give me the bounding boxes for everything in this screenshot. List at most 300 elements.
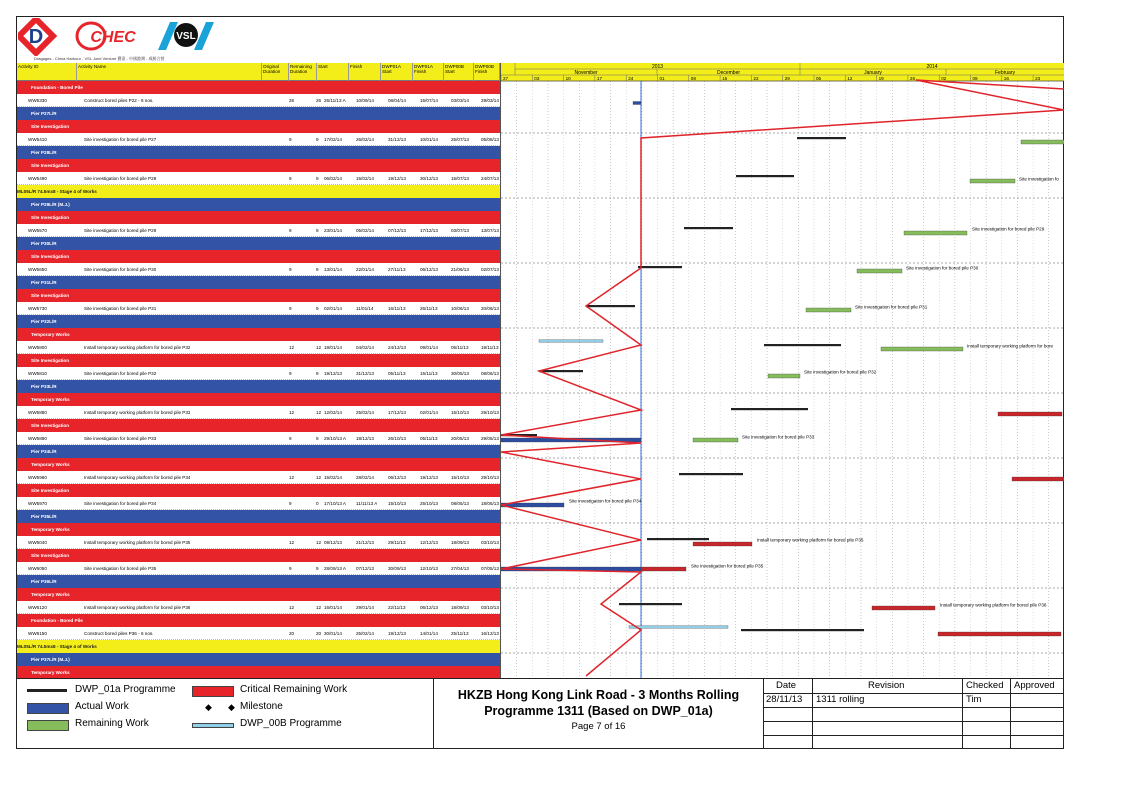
activity-s1: 05/11/13 — [388, 371, 406, 376]
legend-milestone-label: Milestone — [240, 701, 283, 712]
activity-f1: 06/12/13 — [420, 267, 438, 272]
wbs-group-label: Temporary Works — [31, 397, 70, 402]
activity-s1: 08/04/14 — [388, 98, 406, 103]
activity-s2: 08/05/13 — [451, 501, 469, 506]
bar-label: Install temporary working platform for bored pile P36 — [940, 602, 1047, 608]
activity-id: WW6040 — [28, 540, 47, 545]
column-header: DWP01A Start — [381, 63, 413, 81]
week-label: 16 — [1003, 76, 1009, 81]
activity-f1: 09/01/14 — [420, 345, 438, 350]
activity-s2: 25/11/13 — [451, 631, 469, 636]
activity-name: Site investigation for bored pile P27 — [84, 137, 157, 142]
activity-finish: 10/09/14 — [356, 98, 374, 103]
activity-f1: 05/11/13 — [420, 436, 438, 441]
rev-header-date: Date — [776, 680, 797, 691]
activity-f1: 30/12/13 — [420, 176, 438, 181]
week-label: 24 — [628, 76, 634, 81]
activity-f1: 10/01/14 — [420, 137, 438, 142]
activity-id: WW5490 — [28, 176, 47, 181]
activity-f1: 19/12/13 — [420, 475, 438, 480]
legend-actual-swatch — [27, 703, 69, 714]
activity-f2: 29/10/13 — [481, 410, 499, 415]
activity-id: WW5810 — [28, 371, 47, 376]
legend-critical-label: Critical Remaining Work — [240, 684, 348, 695]
bar-label: Install temporary working platform for bored pile P35 — [757, 537, 864, 543]
dragages-logo — [18, 18, 57, 56]
wbs-group-row[interactable] — [17, 354, 500, 367]
wbs-group-row[interactable] — [17, 523, 500, 536]
activity-start: 02/01/14 — [324, 306, 342, 311]
rev-date: 28/11/13 — [766, 694, 803, 705]
week-label: 23 — [1035, 76, 1041, 81]
activity-finish: 22/01/14 — [356, 267, 374, 272]
activity-row[interactable] — [17, 172, 500, 185]
wbs-group-row[interactable] — [17, 510, 500, 523]
activity-id: WW6150 — [28, 631, 47, 636]
activity-od: 26 — [289, 98, 295, 103]
activity-row[interactable] — [17, 341, 500, 354]
wbs-group-row[interactable] — [17, 380, 500, 393]
activity-s2: 25/07/13 — [451, 137, 469, 142]
activity-s1: 19/12/13 — [388, 631, 406, 636]
dwp01a-bar — [638, 266, 682, 268]
rev-vline-3 — [1010, 679, 1011, 749]
page-number: Page 7 of 16 — [571, 721, 626, 732]
activity-name: Site investigation for bored pile P33 — [84, 436, 157, 441]
bar-label: Site investigation for bored pile P35 — [691, 563, 764, 569]
week-label: 02 — [941, 76, 947, 81]
wbs-group-label: Pier P31L/R — [31, 280, 57, 285]
activity-s2: 03/03/14 — [451, 98, 469, 103]
activity-rd: 9 — [316, 371, 319, 376]
activity-finish: 21/12/13 — [356, 540, 374, 545]
dwp00b-bar — [629, 626, 728, 629]
activity-od: 12 — [289, 475, 295, 480]
year-label: 2013 — [651, 64, 664, 70]
activity-f1: 25/10/13 — [420, 501, 438, 506]
activity-od: 9 — [289, 501, 292, 506]
title-block — [434, 678, 764, 748]
activity-rd: 12 — [316, 410, 322, 415]
critical-bar — [641, 567, 686, 571]
remaining-bar — [768, 374, 800, 378]
wbs-group-row[interactable] — [17, 419, 500, 432]
activity-rd: 12 — [316, 345, 322, 350]
activity-s1: 22/11/13 — [388, 605, 406, 610]
activity-finish: 31/12/13 — [356, 371, 374, 376]
milestone-icon-2: ◆ — [228, 702, 235, 712]
activity-finish: 04/02/14 — [356, 345, 374, 350]
activity-od: 20 — [289, 631, 295, 636]
activity-s2: 10/06/13 — [451, 306, 469, 311]
activity-finish: 25/02/14 — [356, 631, 374, 636]
wbs-group-label: Temporary Works — [31, 332, 70, 337]
wbs-group-row[interactable] — [17, 237, 500, 250]
activity-start: 23/01/14 — [324, 228, 342, 233]
bar-label: Install temporary working platform for bore — [967, 343, 1054, 349]
bar-label: Site investigation for bored pile P31 — [855, 304, 928, 310]
activity-s1: 07/12/13 — [388, 228, 406, 233]
legend-remaining-label: Remaining Work — [75, 718, 149, 729]
remaining-bar — [881, 347, 963, 351]
wbs-group-row[interactable] — [17, 458, 500, 471]
activity-rd: 9 — [316, 176, 319, 181]
svg-text:D: D — [28, 26, 44, 48]
remaining-bar — [970, 179, 1015, 183]
activity-f2: 07/05/13 — [481, 566, 499, 571]
activity-s2: 05/11/13 — [451, 345, 469, 350]
activity-name: Site investigation for bored pile P32 — [84, 371, 157, 376]
activity-rd: 12 — [316, 475, 322, 480]
wbs-group-row[interactable] — [17, 484, 500, 497]
activity-f2: 20/06/13 — [481, 306, 499, 311]
activity-name: Site investigation for bored pile P31 — [84, 306, 157, 311]
wbs-group-row[interactable] — [17, 653, 500, 666]
activity-f2: 13/07/13 — [481, 228, 499, 233]
wbs-group-label: Pier P36L/R — [31, 579, 57, 584]
wbs-group-row[interactable] — [17, 328, 500, 341]
activity-row[interactable] — [17, 133, 500, 146]
rev-checked: Tim — [966, 694, 982, 705]
activity-f2: 29/10/13 — [481, 475, 499, 480]
legend-critical-swatch — [192, 686, 234, 697]
wbs-group-row[interactable] — [17, 393, 500, 406]
wbs-group-row[interactable] — [17, 640, 500, 653]
remaining-bar — [693, 438, 738, 442]
column-header: Finish — [349, 63, 381, 81]
wbs-group-label: Pier P29L/R (M.J.) — [31, 202, 70, 207]
rev-header-checked: Checked — [966, 680, 1004, 691]
activity-name: Site investigation for bored pile P29 — [84, 228, 157, 233]
activity-od: 9 — [289, 137, 292, 142]
month-label: January — [864, 70, 882, 76]
column-header: Remaining Duration — [289, 63, 317, 81]
bar-label: Site investigation for bored pile P34 — [569, 498, 642, 504]
activity-name: Site investigation for bored pile P35 — [84, 566, 157, 571]
week-label: 19 — [878, 76, 884, 81]
activity-row[interactable] — [17, 263, 500, 276]
wbs-group-row[interactable] — [17, 315, 500, 328]
activity-name: Construct bored piles P22 - 6 nos. — [84, 98, 154, 103]
activity-f2: 03/10/13 — [481, 605, 499, 610]
activity-s2: 27/04/13 — [451, 566, 469, 571]
week-label: 29 — [784, 76, 790, 81]
activity-finish: 18/12/13 — [356, 436, 374, 441]
week-label: 10 — [565, 76, 571, 81]
activity-id: WW5880 — [28, 410, 47, 415]
activity-row[interactable] — [17, 406, 500, 419]
activity-start: 28/09/13 A — [324, 566, 346, 571]
wbs-group-label: Pier P28L/R — [31, 150, 57, 155]
dwp01a-bar — [679, 473, 743, 475]
activity-f1: 15/07/14 — [420, 98, 438, 103]
bar-label: Site investigation for bored pile P29 — [972, 226, 1045, 232]
vsl-logo — [158, 22, 214, 50]
wbs-group-label: Pier P37L/R (M.J.) — [31, 657, 70, 662]
activity-row[interactable] — [17, 536, 500, 549]
remaining-bar — [857, 269, 902, 273]
critical-bar — [693, 542, 752, 546]
activity-id: WW6050 — [28, 566, 47, 571]
activity-finish: 29/01/14 — [356, 605, 374, 610]
bar-label: Site investigation fo — [1019, 176, 1059, 182]
activity-f1: 12/10/13 — [420, 566, 438, 571]
activity-rd: 9 — [316, 137, 319, 142]
activity-s2: 15/10/13 — [451, 475, 469, 480]
dwp00b-bar — [539, 340, 603, 343]
activity-rd: 26 — [316, 98, 322, 103]
dwp01a-bar — [736, 175, 794, 177]
legend — [17, 678, 434, 748]
wbs-group-row[interactable] — [17, 276, 500, 289]
activity-f2: 29/03/14 — [481, 98, 499, 103]
week-label: 26 — [909, 76, 916, 81]
wbs-group-row[interactable] — [17, 81, 500, 94]
activity-rd: 9 — [316, 228, 319, 233]
activity-start: 06/02/14 — [324, 176, 342, 181]
wbs-group-row[interactable] — [17, 120, 500, 133]
wbs-group-row[interactable] — [17, 575, 500, 588]
activity-start: 19/12/13 — [324, 371, 342, 376]
activity-f2: 08/06/13 — [481, 371, 499, 376]
activity-od: 9 — [289, 566, 292, 571]
column-header: DWP01A Finish — [413, 63, 444, 81]
activity-rd: 9 — [316, 436, 319, 441]
wbs-group-label: Pier P32L/R — [31, 319, 57, 324]
activity-s2: 18/09/13 — [451, 605, 469, 610]
activity-od: 9 — [289, 228, 292, 233]
activity-start: 18/01/14 — [324, 345, 342, 350]
wbs-group-row[interactable] — [17, 614, 500, 627]
week-label: 09 — [972, 76, 978, 81]
activity-start: 16/01/14 — [324, 605, 342, 610]
activity-name: Construct bored piles P36 - 6 nos. — [84, 631, 154, 636]
rev-line-4 — [764, 735, 1064, 736]
wbs-group-label: Temporary Works — [31, 462, 70, 467]
dwp01a-bar — [684, 227, 733, 229]
activity-row[interactable] — [17, 432, 500, 445]
wbs-group-label: Temporary Works — [31, 670, 70, 675]
activity-name: Site investigation for bored pile P34 — [84, 501, 157, 506]
activity-s2: 15/10/13 — [451, 410, 469, 415]
critical-bar — [998, 412, 1062, 416]
critical-bar — [872, 606, 935, 610]
dwp01a-bar — [647, 538, 709, 540]
activity-row[interactable] — [17, 302, 500, 315]
week-label: 01 — [659, 76, 665, 81]
activity-row[interactable] — [17, 94, 500, 107]
remaining-bar — [904, 231, 967, 235]
company-logos — [18, 18, 258, 56]
activity-start: 12/02/14 — [324, 410, 342, 415]
activity-name: Install temporary working platform for bored pile P36 — [84, 605, 191, 610]
activity-rd: 0 — [316, 501, 319, 506]
activity-finish: 15/02/14 — [356, 176, 374, 181]
dwp01a-bar — [539, 370, 583, 372]
rev-description: 1311 rolling — [816, 694, 865, 705]
activity-id: WW5800 — [28, 345, 47, 350]
column-header: Original Duration — [262, 63, 289, 81]
activity-f2: 05/08/13 — [481, 137, 499, 142]
activity-od: 9 — [289, 306, 292, 311]
activity-name: Install temporary working platform for bored pile P34 — [84, 475, 191, 480]
activity-row[interactable] — [17, 224, 500, 237]
month-label: February — [994, 70, 1016, 76]
milestone-icon: ◆ — [205, 702, 212, 712]
logo-bar — [18, 18, 258, 56]
activity-row[interactable] — [17, 562, 500, 575]
activity-f1: 02/01/14 — [420, 410, 438, 415]
week-label: 17 — [596, 76, 603, 81]
dwp01a-bar — [797, 137, 846, 139]
activity-s1: 24/12/13 — [388, 345, 406, 350]
legend-dwp00b-swatch — [192, 723, 234, 728]
activity-finish: 26/02/14 — [356, 137, 374, 142]
activity-s1: 30/09/13 — [388, 566, 406, 571]
activity-start: 29/10/13 A — [324, 436, 346, 441]
wbs-group-label: ML05L/R 74.5mx8 - Stage 4 of Works — [17, 644, 97, 649]
activity-rd: 20 — [316, 631, 322, 636]
wbs-group-row[interactable] — [17, 588, 500, 601]
activity-od: 9 — [289, 371, 292, 376]
activity-f1: 14/01/14 — [420, 631, 438, 636]
month-label: December — [716, 70, 741, 76]
actual-bar — [633, 102, 641, 105]
wbs-group-label: Foundation - Bored Pile — [31, 618, 83, 623]
wbs-group-label: Pier P34L/R — [31, 449, 57, 454]
remaining-bar — [806, 308, 851, 312]
wbs-group-label: Site Investigation — [31, 254, 70, 259]
activity-id: WW5960 — [28, 475, 47, 480]
column-header: Start — [317, 63, 349, 81]
activity-name: Install temporary working platform for bored pile P35 — [84, 540, 191, 545]
activity-id: WW5970 — [28, 501, 47, 506]
wbs-group-label: Temporary Works — [31, 592, 70, 597]
activity-s2: 30/05/13 — [451, 371, 469, 376]
activity-f2: 18/05/13 — [481, 501, 499, 506]
rev-vline-1 — [812, 679, 813, 749]
activity-od: 9 — [289, 267, 292, 272]
activity-id: WW5650 — [28, 267, 47, 272]
rev-line-3 — [764, 721, 1064, 722]
activity-s1: 31/12/13 — [388, 137, 406, 142]
wbs-group-row[interactable] — [17, 159, 500, 172]
wbs-group-row[interactable] — [17, 107, 500, 120]
dwp01a-bar — [731, 408, 808, 410]
activity-s1: 16/11/13 — [388, 306, 406, 311]
wbs-group-label: Site Investigation — [31, 358, 70, 363]
activity-s1: 19/12/13 — [388, 176, 406, 181]
wbs-group-row[interactable] — [17, 185, 500, 198]
activity-start: 17/10/13 A — [324, 501, 346, 506]
legend-dwp01a-label: DWP_01a Programme — [75, 684, 176, 695]
activity-rd: 12 — [316, 540, 322, 545]
activity-row[interactable] — [17, 601, 500, 614]
activity-s2: 03/07/13 — [451, 228, 469, 233]
dwp01a-bar — [619, 603, 682, 605]
activity-f2: 03/10/13 — [481, 540, 499, 545]
activity-row[interactable] — [17, 367, 500, 380]
wbs-group-row[interactable] — [17, 549, 500, 562]
joint-venture-caption: Dragages - China Harbour - VSL Joint Venture 寶嘉 - 中國港灣 - 威勝合營 — [34, 56, 165, 61]
activity-s2: 21/06/13 — [451, 267, 469, 272]
wbs-group-row[interactable] — [17, 445, 500, 458]
activity-row[interactable] — [17, 471, 500, 484]
activity-finish: 11/11/13 A — [356, 501, 378, 506]
activity-od: 12 — [289, 540, 295, 545]
activity-f1: 12/12/13 — [420, 540, 438, 545]
activity-finish: 11/01/14 — [356, 306, 374, 311]
wbs-group-row[interactable] — [17, 289, 500, 302]
wbs-group-row[interactable] — [17, 250, 500, 263]
activity-f1: 17/12/13 — [420, 228, 438, 233]
legend-remaining-swatch — [27, 720, 69, 731]
wbs-group-label: Pier P30L/R — [31, 241, 57, 246]
week-label: 08 — [690, 76, 696, 81]
title-line2: Programme 1311 (Based on DWP_01a) — [484, 704, 713, 718]
wbs-group-label: Site Investigation — [31, 215, 70, 220]
title-line1: HKZB Hong Kong Link Road - 3 Months Rolling — [457, 688, 740, 702]
wbs-group-label: Site Investigation — [31, 488, 70, 493]
activity-s1: 27/11/13 — [388, 267, 406, 272]
activity-table — [17, 81, 500, 678]
activity-start: 15/02/14 — [324, 475, 342, 480]
wbs-group-label: Site Investigation — [31, 423, 70, 428]
activity-name: Site investigation for bored pile P28 — [84, 176, 157, 181]
activity-s2: 18/09/13 — [451, 540, 469, 545]
bar-label: Site investigation for bored pile P32 — [804, 369, 877, 375]
bar-label: Site investigation for bored pile P30 — [906, 265, 979, 271]
activity-od: 9 — [289, 436, 292, 441]
activity-f2: 24/07/13 — [481, 176, 499, 181]
critical-bar — [1012, 477, 1064, 481]
wbs-group-label: Site Investigation — [31, 293, 70, 298]
activity-od: 9 — [289, 176, 292, 181]
legend-dwp01a-swatch — [27, 689, 67, 692]
wbs-group-label: Site Investigation — [31, 124, 70, 129]
activity-od: 12 — [289, 410, 295, 415]
rev-vline-2 — [962, 679, 963, 749]
activity-row[interactable] — [17, 627, 500, 640]
critical-bar — [938, 632, 1061, 636]
svg-text:VSL: VSL — [176, 31, 196, 42]
chec-logo — [77, 23, 136, 49]
activity-finish: 07/12/13 — [356, 566, 374, 571]
rev-header-approved: Approved — [1014, 680, 1055, 691]
activity-od: 12 — [289, 345, 295, 350]
wbs-group-label: Site Investigation — [31, 163, 70, 168]
activity-rd: 9 — [316, 267, 319, 272]
activity-start: 30/01/14 — [324, 631, 342, 636]
column-header: DWP00B Finish — [474, 63, 500, 81]
activity-id: WW5570 — [28, 228, 47, 233]
activity-finish: 05/02/14 — [356, 228, 374, 233]
wbs-group-label: Temporary Works — [31, 527, 70, 532]
column-header: Activity Name — [77, 63, 262, 81]
dwp01a-bar — [741, 629, 864, 631]
wbs-group-row[interactable] — [17, 146, 500, 159]
activity-s1: 15/10/13 — [388, 501, 406, 506]
activity-f1: 26/11/13 — [420, 306, 438, 311]
week-label: 03 — [534, 76, 540, 81]
activity-f1: 15/11/13 — [420, 371, 438, 376]
activity-name: Install temporary working platform for bored pile P32 — [84, 345, 191, 350]
wbs-group-row[interactable] — [17, 198, 500, 211]
activity-row[interactable] — [17, 497, 500, 510]
activity-id: WW5330 — [28, 98, 47, 103]
activity-name: Site investigation for bored pile P30 — [84, 267, 157, 272]
wbs-group-row[interactable] — [17, 211, 500, 224]
